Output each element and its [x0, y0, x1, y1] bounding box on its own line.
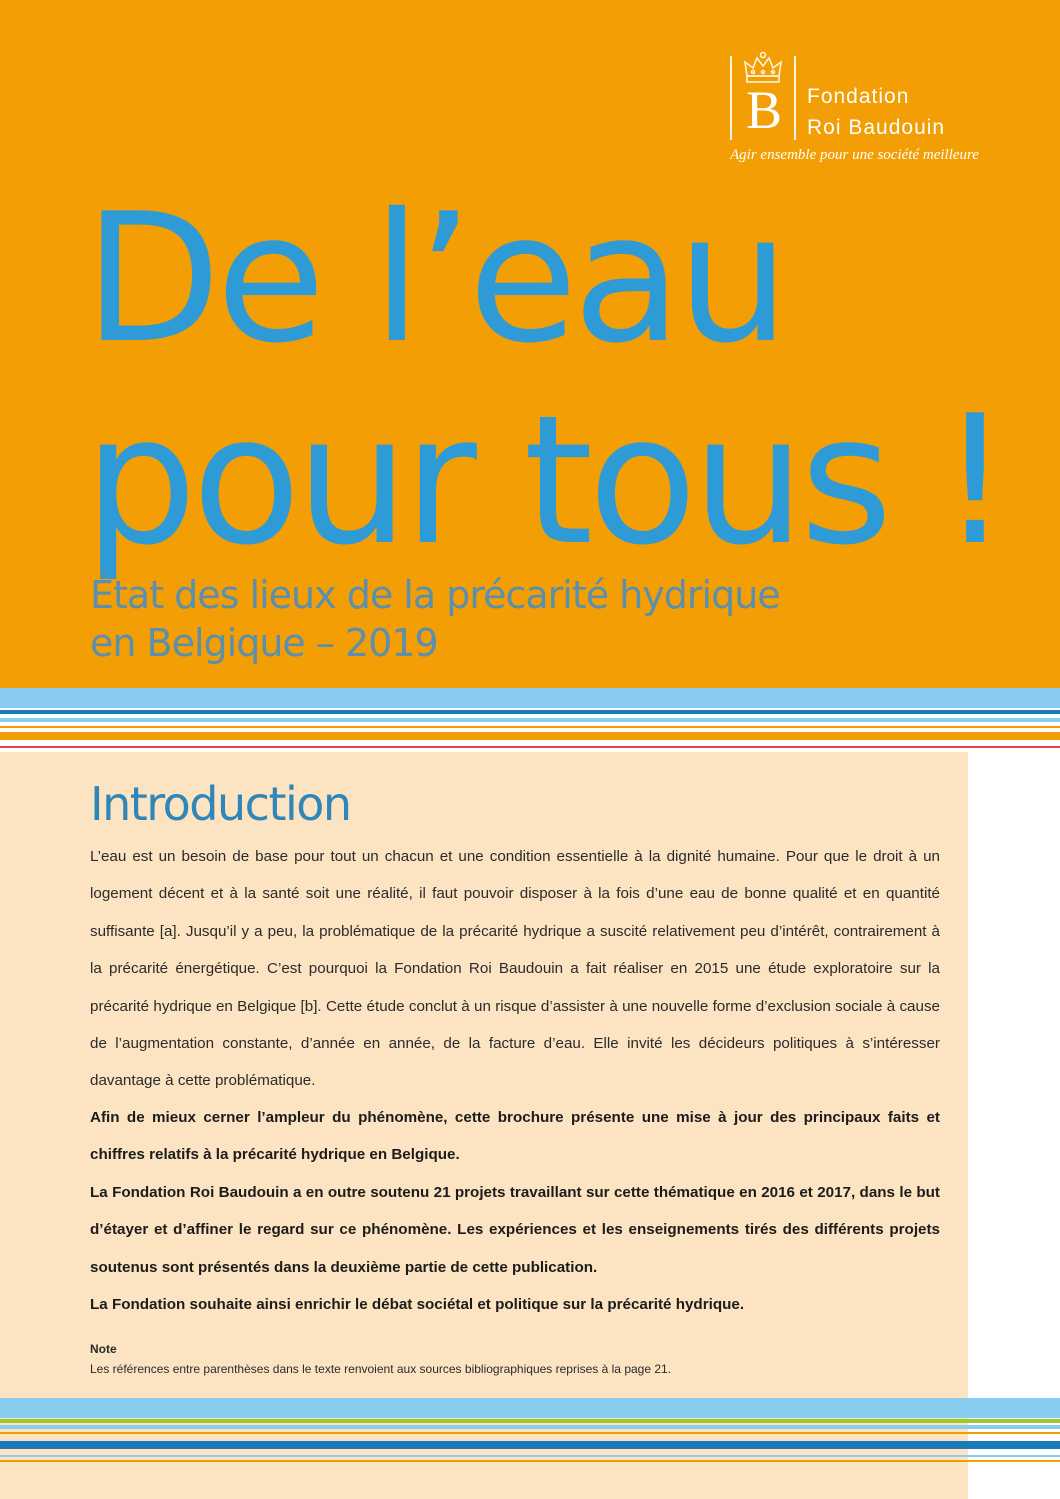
logo-letter: B — [745, 80, 783, 140]
cover-subtitle-line1: État des lieux de la précarité hydrique — [90, 573, 780, 617]
stripe-light-blue-bottom — [0, 1398, 1060, 1418]
stripe-thin-orange-top — [0, 726, 1060, 728]
logo-name-line1: Fondation — [807, 85, 910, 108]
logo-name-line2: Roi Baudouin — [807, 116, 946, 139]
cover-subtitle — [90, 571, 990, 667]
stripe-thin-orange-bottom-2 — [0, 1460, 1060, 1462]
logo-divider-left — [730, 56, 732, 140]
cover-title — [84, 175, 1006, 584]
stripe-green-bottom — [0, 1419, 1060, 1423]
intro-paragraph-3: La Fondation Roi Baudouin a en outre soutenu 21 projets travaillant sur cette thématique en 2016 et 2017, dans le but d’étayer et d’affiner le regard sur ce phénomène. Les expériences et les enseignements tirés des différents projets soutenus sont présentés dans la deuxième partie de cette publication. — [90, 1184, 940, 1276]
cover-header — [0, 0, 1060, 688]
stripe-thin-orange-bottom — [0, 1432, 1060, 1434]
stripe-light-blue-top — [0, 688, 1060, 708]
stripe-red-top — [0, 746, 1060, 748]
cover-title-line1: De l’eau — [84, 175, 785, 382]
stripe-light-blue-top-2 — [0, 718, 1060, 722]
note-title: Note — [90, 1342, 117, 1356]
intro-paragraph-4: La Fondation souhaite ainsi enrichir le débat sociétal et politique sur la précarité hydrique. — [90, 1296, 745, 1313]
logo-divider-right — [794, 56, 796, 140]
foundation-logo — [730, 50, 1030, 175]
logo-tagline: Agir ensemble pour une société meilleure — [730, 147, 979, 163]
stripe-orange-top — [0, 732, 1060, 740]
intro-paragraph-1: L’eau est un besoin de base pour tout un chacun et une condition essentielle à la dignité humaine. Pour que le droit à un logement décent et à la santé soit une réalité, il faut pouvoir disposer à la fois d’une eau de bonne qualité et en quantité suffisante [a]. Jusqu’il y a peu, la problématique de la précarité hydrique a suscité relativement peu d’intérêt, contrairement à la précarité énergétique. C’est pourquoi la Fondation Roi Baudouin a fait réaliser en 2015 une étude exploratoire sur la précarité hydrique en Belgique [b]. Cette étude conclut à un risque d’assister à une nouvelle forme d’exclusion sociale à cause de l’augmentation constante, d’année en année, de la facture d’eau. Elle invité les décideurs politiques à s’intéresser davantage à cette problématique. — [90, 848, 940, 1090]
cover-subtitle-line2: en Belgique – 2019 — [90, 621, 438, 665]
intro-paragraph-2: Afin de mieux cerner l’ampleur du phénomène, cette brochure présente une mise à jour des principaux faits et chiffres relatifs à la précarité hydrique en Belgique. — [90, 1109, 940, 1164]
stripe-dark-blue-bottom — [0, 1441, 1060, 1449]
intro-heading: Introduction — [90, 777, 351, 831]
stripe-thin-light-blue-bottom — [0, 1455, 1060, 1457]
stripe-dark-blue-top — [0, 710, 1060, 714]
note-text: Les références entre parenthèses dans le texte renvoient aux sources bibliographiques reprises à la page 21. — [90, 1362, 672, 1376]
stripe-light-blue-bottom-2 — [0, 1425, 1060, 1429]
cover-title-line2: pour tous ! — [84, 377, 1006, 584]
